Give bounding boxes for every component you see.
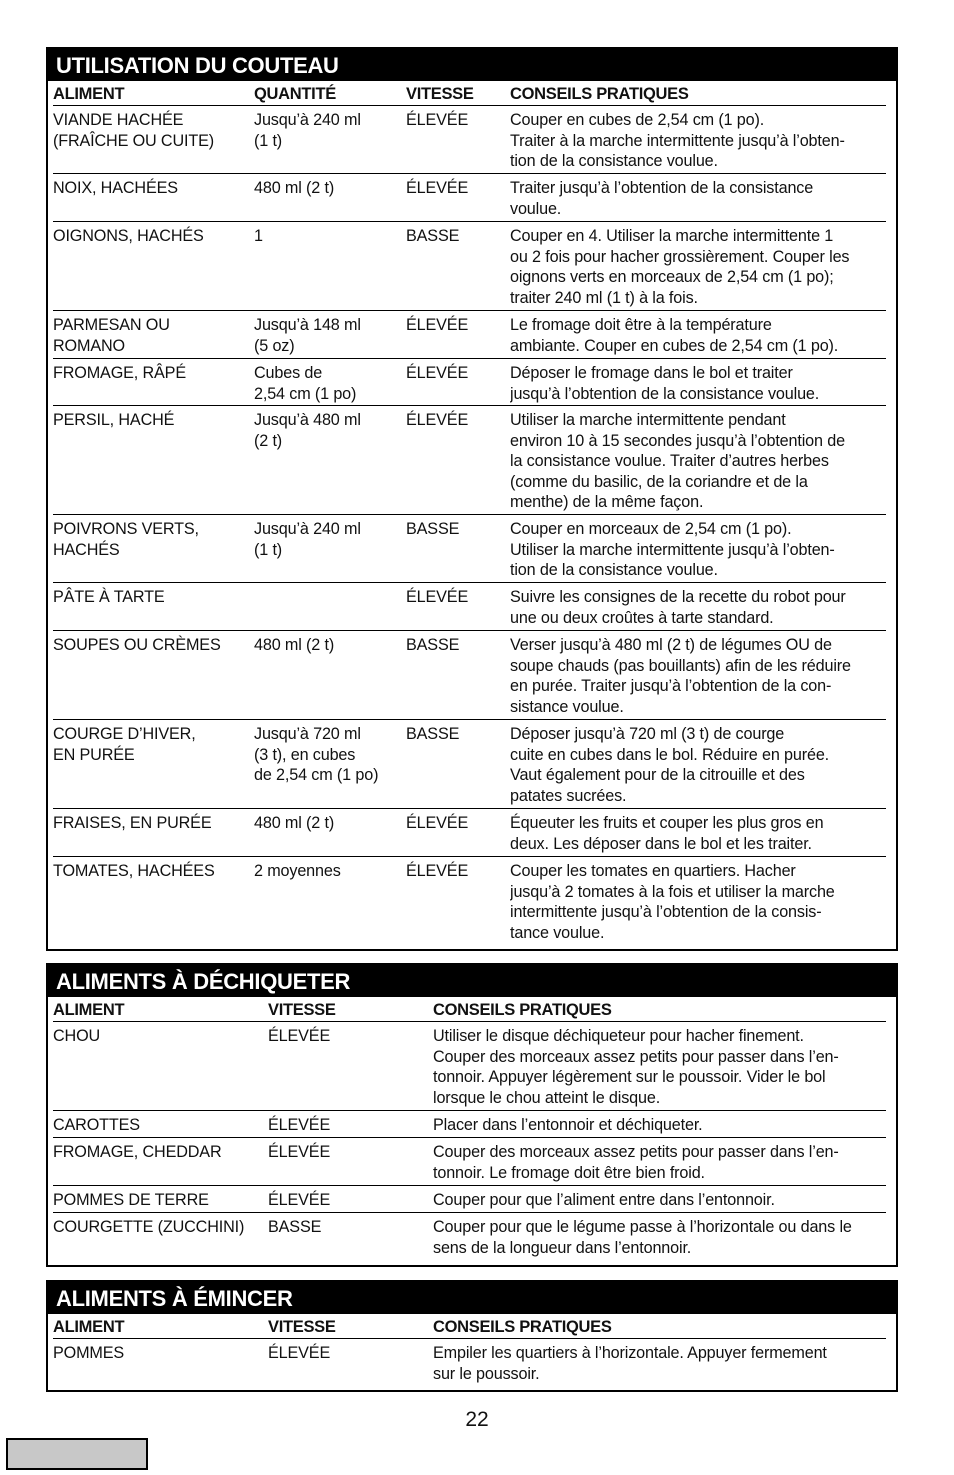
knife-usage-table	[46, 47, 898, 951]
cell-conseils: Couper les tomates en quartiers. Hacher jusqu’à 2 tomates à la fois et utiliser la marche intermittente jusqu’à l’obtention de la consis- tance voulue.	[510, 862, 835, 942]
cell-conseils: Utiliser le disque déchiqueteur pour hacher finement. Couper des morceaux assez petits pour passer dans l’en- tonnoir. Appuyer légèrement sur le poussoir. Vider le bol lorsque le chou atteint le disque.	[433, 1027, 839, 1107]
table-row	[53, 809, 886, 857]
cell-quantite: 480 ml (2 t)	[254, 814, 335, 832]
cell-quantite: 2 moyennes	[254, 862, 341, 880]
cell-vitesse: ÉLEVÉE	[406, 179, 469, 197]
cell-vitesse: BASSE	[406, 725, 460, 743]
table-row	[53, 1186, 886, 1213]
cell-conseils: Suivre les consignes de la recette du robot pour une ou deux croûtes à tarte standard.	[510, 588, 846, 627]
page-number: 22	[465, 1408, 489, 1431]
cell-aliment: NOIX, HACHÉES	[53, 179, 178, 197]
cell-vitesse: ÉLEVÉE	[268, 1143, 331, 1161]
header-conseils: CONSEILS PRATIQUES	[433, 1318, 612, 1336]
cell-vitesse: ÉLEVÉE	[406, 814, 469, 832]
table-title: UTILISATION DU COUTEAU	[48, 49, 896, 81]
cell-conseils: Le fromage doit être à la température ambiante. Couper en cubes de 2,54 cm (1 po).	[510, 316, 839, 355]
cell-aliment: TOMATES, HACHÉES	[53, 862, 215, 880]
table-header	[53, 81, 886, 106]
header-quantite: QUANTITÉ	[254, 85, 336, 103]
header-conseils: CONSEILS PRATIQUES	[433, 1001, 612, 1019]
cell-vitesse: ÉLEVÉE	[406, 111, 469, 129]
table-header	[53, 1314, 886, 1339]
cell-conseils: Couper en 4. Utiliser la marche intermittente 1 ou 2 fois pour hacher grossièrement. Couper les oignons verts en morceaux de 2,54 cm (1 po); traiter 240 ml (1 t) à la fois.	[510, 227, 850, 307]
table-row	[53, 311, 886, 359]
table-row	[53, 631, 886, 720]
table-row	[53, 106, 886, 174]
header-vitesse: VITESSE	[268, 1001, 336, 1019]
cell-quantite: 480 ml (2 t)	[254, 179, 335, 197]
cell-aliment: COURGETTE (ZUCCHINI)	[53, 1218, 245, 1236]
cell-quantite	[254, 587, 406, 628]
cell-vitesse: BASSE	[268, 1218, 322, 1236]
cell-vitesse: ÉLEVÉE	[406, 588, 469, 606]
cell-aliment: FRAISES, EN PURÉE	[53, 814, 212, 832]
cell-conseils: Placer dans l’entonnoir et déchiqueter.	[433, 1116, 703, 1134]
table-row	[53, 1138, 886, 1186]
table-row	[53, 515, 886, 583]
cell-aliment: POMMES DE TERRE	[53, 1191, 209, 1209]
cell-aliment: VIANDE HACHÉE (FRAÎCHE OU CUITE)	[53, 111, 214, 150]
header-aliment: ALIMENT	[53, 85, 125, 103]
cell-conseils: Déposer le fromage dans le bol et traiter jusqu’à l’obtention de la consistance voulue.	[510, 364, 820, 403]
gray-tab-marker	[6, 1438, 148, 1470]
cell-vitesse: ÉLEVÉE	[268, 1191, 331, 1209]
cell-quantite: Jusqu’à 480 ml (2 t)	[254, 411, 361, 450]
cell-aliment: FROMAGE, CHEDDAR	[53, 1143, 222, 1161]
cell-conseils: Couper en cubes de 2,54 cm (1 po). Traiter à la marche intermittente jusqu’à l’obten- tion de la consistance voulue.	[510, 111, 845, 170]
cell-vitesse: BASSE	[406, 520, 460, 538]
cell-vitesse: ÉLEVÉE	[406, 862, 469, 880]
cell-aliment: POMMES	[53, 1344, 125, 1362]
table-row	[53, 1111, 886, 1138]
cell-conseils: Empiler les quartiers à l’horizontale. Appuyer fermement sur le poussoir.	[433, 1344, 827, 1383]
cell-aliment: COURGE D’HIVER, EN PURÉE	[53, 725, 196, 764]
table-header	[53, 997, 886, 1022]
cell-quantite: Jusqu’à 240 ml (1 t)	[254, 520, 361, 559]
cell-conseils: Couper pour que le légume passe à l’horizontale ou dans le sens de la longueur dans l’entonnoir.	[433, 1218, 852, 1257]
cell-conseils: Traiter jusqu’à l’obtention de la consistance voulue.	[510, 179, 814, 218]
cell-aliment: FROMAGE, RÂPÉ	[53, 364, 186, 382]
cell-conseils: Équeuter les fruits et couper les plus gros en deux. Les déposer dans le bol et les traiter.	[510, 814, 824, 853]
cell-quantite: Jusqu’à 720 ml (3 t), en cubes de 2,54 cm (1 po)	[254, 725, 379, 784]
cell-vitesse: ÉLEVÉE	[268, 1116, 331, 1134]
table-row	[53, 222, 886, 311]
cell-aliment: OIGNONS, HACHÉS	[53, 227, 204, 245]
cell-aliment: SOUPES OU CRÈMES	[53, 636, 221, 654]
cell-aliment: PERSIL, HACHÉ	[53, 411, 175, 429]
cell-vitesse: BASSE	[406, 227, 460, 245]
cell-vitesse: ÉLEVÉE	[406, 411, 469, 429]
table-row	[53, 1213, 886, 1261]
cell-vitesse: ÉLEVÉE	[406, 316, 469, 334]
cell-quantite: Jusqu’à 240 ml (1 t)	[254, 111, 361, 150]
cell-quantite: Cubes de 2,54 cm (1 po)	[254, 364, 357, 403]
cell-conseils: Couper en morceaux de 2,54 cm (1 po). Utiliser la marche intermittente jusqu’à l’obten- tion de la consistance voulue.	[510, 520, 835, 579]
header-vitesse: VITESSE	[268, 1318, 336, 1336]
table-row	[53, 857, 886, 945]
cell-vitesse: ÉLEVÉE	[406, 364, 469, 382]
table-row	[53, 359, 886, 406]
cell-aliment: PÂTE À TARTE	[53, 588, 165, 606]
cell-conseils: Déposer jusqu’à 720 ml (3 t) de courge cuite en cubes dans le bol. Réduire en purée. Vaut également pour de la citrouille et des patates sucrées.	[510, 725, 830, 805]
shred-foods-table	[46, 963, 898, 1267]
cell-conseils: Verser jusqu’à 480 ml (2 t) de légumes OU de soupe chauds (pas bouillants) afin de les réduire en purée. Traiter jusqu’à l’obtention de la con- sistance voulue.	[510, 636, 851, 716]
cell-aliment: CAROTTES	[53, 1116, 140, 1134]
cell-quantite: Jusqu’à 148 ml (5 oz)	[254, 316, 361, 355]
table-row	[53, 720, 886, 809]
slice-foods-table	[46, 1280, 898, 1392]
table-row	[53, 583, 886, 631]
cell-aliment: POIVRONS VERTS, HACHÉS	[53, 520, 199, 559]
cell-conseils: Couper pour que l’aliment entre dans l’entonnoir.	[433, 1191, 775, 1209]
header-aliment: ALIMENT	[53, 1318, 125, 1336]
cell-aliment: CHOU	[53, 1027, 101, 1045]
table-row	[53, 1022, 886, 1111]
table-title: ALIMENTS À DÉCHIQUETER	[48, 965, 896, 997]
table-row	[53, 406, 886, 515]
cell-quantite: 480 ml (2 t)	[254, 636, 335, 654]
table-row	[53, 174, 886, 222]
header-aliment: ALIMENT	[53, 1001, 125, 1019]
cell-aliment: PARMESAN OU ROMANO	[53, 316, 170, 355]
cell-quantite: 1	[254, 227, 263, 245]
cell-vitesse: BASSE	[406, 636, 460, 654]
header-conseils: CONSEILS PRATIQUES	[510, 85, 689, 103]
header-vitesse: VITESSE	[406, 85, 474, 103]
table-row	[53, 1339, 886, 1389]
cell-vitesse: ÉLEVÉE	[268, 1344, 331, 1362]
cell-conseils: Utiliser la marche intermittente pendant environ 10 à 15 secondes jusqu’à l’obtention de la consistance voulue. Traiter d’autres herbes (comme du basilic, de la coriandre et de la menthe) de la même façon.	[510, 411, 845, 511]
cell-vitesse: ÉLEVÉE	[268, 1027, 331, 1045]
cell-conseils: Couper des morceaux assez petits pour passer dans l’en- tonnoir. Le fromage doit être bien froid.	[433, 1143, 839, 1182]
table-title: ALIMENTS À ÉMINCER	[48, 1282, 896, 1314]
